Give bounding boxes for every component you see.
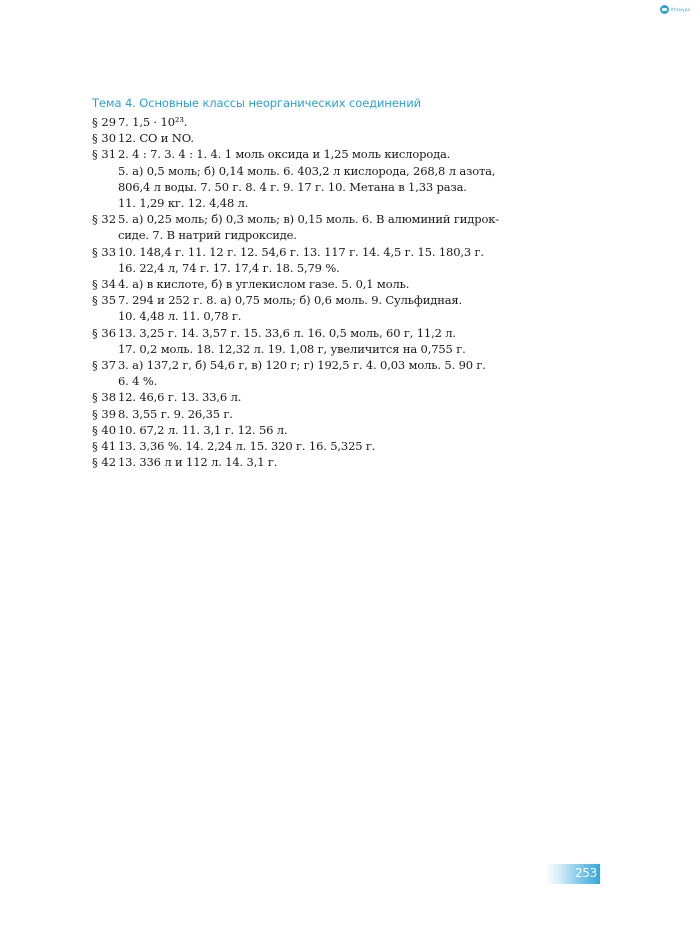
answer-line: 12. 46,6 г. 13. 33,6 л. (118, 390, 242, 405)
answer-line: 806,4 л воды. 7. 50 г. 8. 4 г. 9. 17 г. 10. Метана в 1,33 раза. (118, 179, 467, 194)
section-number: § 29 (92, 115, 117, 129)
answer-text (118, 389, 602, 405)
answer-text (118, 130, 602, 146)
publisher-logo (660, 5, 690, 14)
publisher-logo-icon (660, 5, 669, 14)
answer-line: 11. 1,29 кг. 12. 4,48 л. (118, 196, 249, 211)
answer-row (92, 114, 602, 130)
answers-list (92, 114, 602, 470)
section-number: § 31 (92, 147, 117, 162)
answer-line: 7. 1,5 · 10²³. (118, 115, 188, 129)
answer-line: 10. 148,4 г. 11. 12 г. 12. 54,6 г. 13. 117 г. 14. 4,5 г. 15. 180,3 г. (118, 244, 484, 259)
answer-line: 10. 4,48 л. 11. 0,78 г. (118, 309, 242, 324)
answer-line: сиде. 7. В натрий гидроксиде. (118, 228, 297, 243)
answer-row (92, 389, 602, 405)
section-number: § 30 (92, 131, 117, 146)
answer-row (92, 130, 602, 146)
section-title: Тема 4. Основные классы неорганических соединений (92, 96, 421, 110)
section-number: § 32 (92, 212, 117, 227)
answer-text (118, 114, 602, 130)
answer-row (92, 146, 602, 211)
answer-line: 4. а) в кислоте, б) в углекислом газе. 5. 0,1 моль. (118, 277, 410, 292)
answer-text (118, 406, 602, 422)
answer-line: 12. CO и NO. (118, 131, 194, 146)
section-number: § 40 (92, 422, 117, 437)
section-number: § 41 (92, 439, 117, 454)
section-number: § 33 (92, 244, 117, 259)
answer-text (118, 292, 602, 324)
section-number: § 34 (92, 277, 117, 292)
answer-line: 3. а) 137,2 г, б) 54,6 г, в) 120 г; г) 192,5 г. 4. 0,03 моль. 5. 90 г. (118, 358, 486, 373)
answer-line: 5. а) 0,5 моль; б) 0,14 моль. 6. 403,2 л кислорода, 268,8 л азота, (118, 163, 496, 178)
section-number: § 37 (92, 358, 117, 373)
answer-text (118, 276, 602, 292)
answer-row (92, 422, 602, 438)
section-number: § 42 (92, 455, 117, 470)
publisher-logo-text: Атамұра (670, 7, 690, 12)
answer-row (92, 244, 602, 276)
answer-text (118, 325, 602, 357)
page-number-tab (545, 864, 600, 884)
answer-row (92, 292, 602, 324)
page-number: 253 (574, 866, 597, 880)
answer-text (118, 146, 602, 211)
answer-line: 8. 3,55 г. 9. 26,35 г. (118, 406, 233, 421)
answer-text (118, 357, 602, 389)
answer-line: 13. 336 л и 112 л. 14. 3,1 г. (118, 455, 278, 470)
answer-line: 13. 3,36 %. 14. 2,24 л. 15. 320 г. 16. 5,325 г. (118, 439, 376, 454)
answer-line: 5. а) 0,25 моль; б) 0,3 моль; в) 0,15 моль. 6. В алюминий гидрок- (118, 212, 499, 227)
section-number: § 36 (92, 325, 117, 340)
answer-row (92, 438, 602, 454)
section-number: § 35 (92, 293, 117, 308)
answer-line: 17. 0,2 моль. 18. 12,32 л. 19. 1,08 г, увеличится на 0,755 г. (118, 341, 466, 356)
answer-line: 13. 3,25 г. 14. 3,57 г. 15. 33,6 л. 16. 0,5 моль, 60 г, 11,2 л. (118, 325, 456, 340)
answer-line: 10. 67,2 л. 11. 3,1 г. 12. 56 л. (118, 422, 288, 437)
section-number: § 38 (92, 390, 117, 405)
answer-text (118, 454, 602, 470)
answer-line: 16. 22,4 л, 74 г. 17. 17,4 г. 18. 5,79 %. (118, 260, 340, 275)
answer-line: 2. 4 : 7. 3. 4 : 1. 4. 1 моль оксида и 1,25 моль кислорода. (118, 147, 451, 162)
answer-row (92, 454, 602, 470)
answer-line: 7. 294 и 252 г. 8. а) 0,75 моль; б) 0,6 моль. 9. Сульфидная. (118, 293, 463, 308)
answer-line: 6. 4 %. (118, 374, 158, 389)
answer-text (118, 422, 602, 438)
answer-text (118, 438, 602, 454)
answer-row (92, 357, 602, 389)
answer-row (92, 276, 602, 292)
section-number: § 39 (92, 406, 117, 421)
answer-row (92, 211, 602, 243)
answer-text (118, 211, 602, 243)
answer-row (92, 325, 602, 357)
answer-row (92, 406, 602, 422)
answer-text (118, 244, 602, 276)
